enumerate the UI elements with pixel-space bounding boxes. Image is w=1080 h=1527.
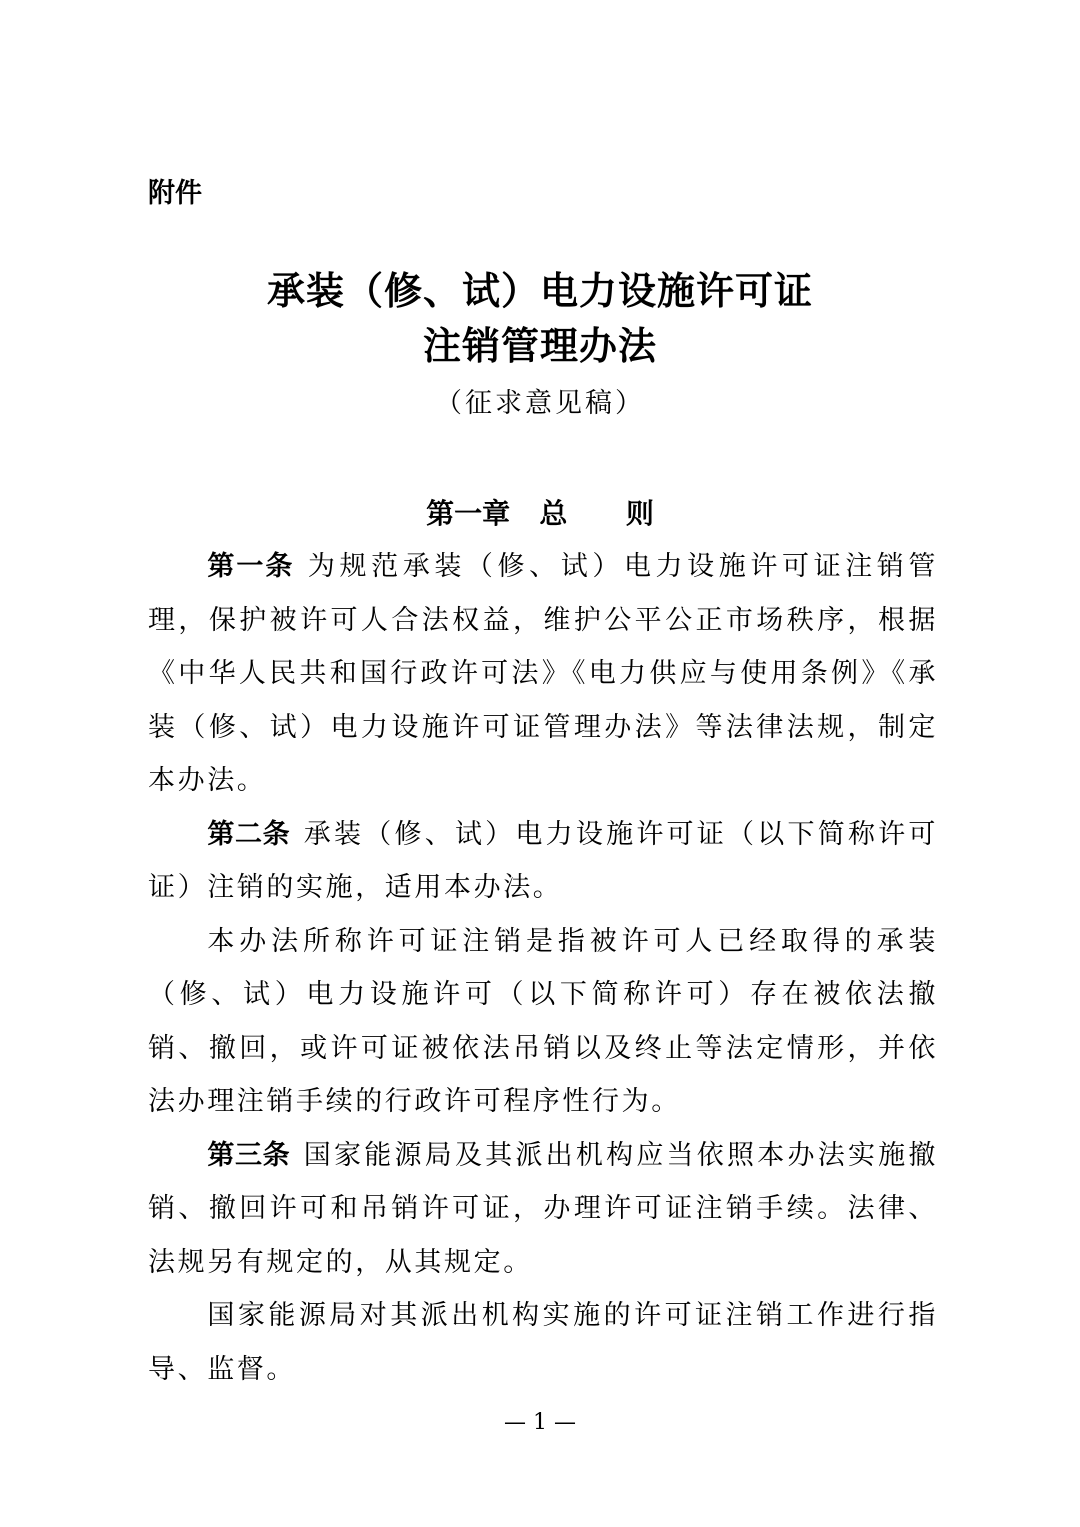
paragraph-article-2 xyxy=(148,808,938,915)
document-title-line-1: 承装（修、试）电力设施许可证 xyxy=(266,268,813,313)
paragraph-article-3-cont xyxy=(148,1289,938,1396)
paragraph-text: 承装（修、试）电力设施许可证（以下简称许可证）注销的实施，适用本办法。 xyxy=(148,818,939,903)
article-number: 第三条 xyxy=(207,1139,291,1171)
paragraph-article-1 xyxy=(148,540,938,808)
article-number: 第一条 xyxy=(207,551,295,582)
document-subtitle: （征求意见稿） xyxy=(435,388,645,419)
paragraph-article-2-cont xyxy=(148,915,938,1129)
paragraph-text: 为规范承装（修、试）电力设施许可证注销管理，保护被许可人合法权益，维护公平公正市场秩序，根据《中华人民共和国行政许可法》《电力供应与使用条例》《承装（修、试）电力设施许可证管理办法》等法律法规，制定本办法。 xyxy=(148,551,938,796)
paragraph-text: 本办法所称许可证注销是指被许可人已经取得的承装（修、试）电力设施许可（以下简称许可）存在被依法撤销、撤回，或许可证被依法吊销以及终止等法定情形，并依法办理注销手续的行政许可程序性行为。 xyxy=(148,925,938,1117)
paragraph-text: 国家能源局对其派出机构实施的许可证注销工作进行指导、监督。 xyxy=(148,1300,938,1385)
document-title-line-2: 注销管理办法 xyxy=(422,323,657,368)
paragraph-article-3 xyxy=(148,1129,938,1290)
document-body xyxy=(148,540,938,1396)
paragraph-text: 国家能源局及其派出机构应当依照本办法实施撤销、撤回许可和吊销许可证，办理许可证注销手续。法律、法规另有规定的，从其规定。 xyxy=(148,1139,939,1278)
article-number: 第二条 xyxy=(207,818,291,850)
attachment-label: 附件 xyxy=(148,178,202,209)
chapter-heading: 第一章 总 则 xyxy=(426,497,654,530)
page-number: — 1 — xyxy=(504,1410,576,1435)
